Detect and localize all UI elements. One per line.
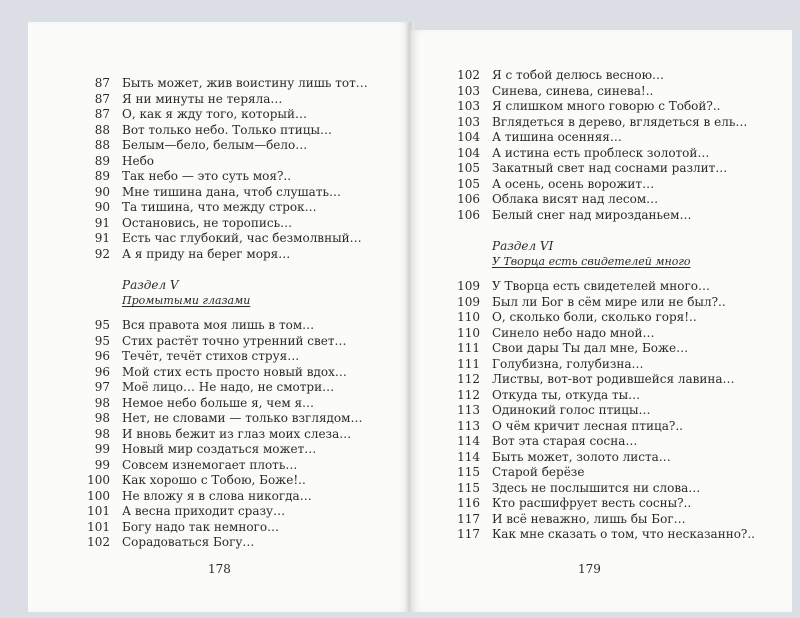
page-number: 178 xyxy=(208,562,231,576)
toc-page-number: 115 xyxy=(457,465,480,479)
toc-entry xyxy=(80,458,368,474)
toc-entry xyxy=(80,365,368,381)
toc-poem-title: Закатный свет над соснами разлит… xyxy=(492,161,728,175)
toc-poem-title: Моё лицо… Не надо, не смотри… xyxy=(122,380,335,394)
toc-page-number: 89 xyxy=(94,169,110,183)
toc-entry xyxy=(80,396,368,412)
toc-poem-title: Кто расшифрует весть сосны?.. xyxy=(492,496,692,510)
toc-poem-title: Вглядеться в дерево, вглядеться в ель… xyxy=(492,114,748,129)
toc-entry xyxy=(80,380,368,396)
toc-poem-title: А весна приходит сразу… xyxy=(122,504,286,518)
toc-page-number: 113 xyxy=(457,418,480,433)
toc-entry xyxy=(80,427,368,443)
toc-page-number: 87 xyxy=(94,91,110,106)
toc-page-number: 98 xyxy=(94,426,110,441)
toc-entry xyxy=(80,318,368,334)
toc-entry xyxy=(450,372,755,388)
right-page xyxy=(410,30,792,612)
toc-entry xyxy=(80,169,368,185)
toc-entry xyxy=(450,512,755,528)
section-subtitle: Промытыми глазами xyxy=(122,294,251,307)
toc-poem-title: Откуда ты, откуда ты… xyxy=(492,387,641,402)
toc-poem-title: Листвы, вот-вот родившейся лавина… xyxy=(492,372,735,386)
toc-entry xyxy=(450,434,755,450)
toc-page-number: 91 xyxy=(94,231,110,245)
page-number: 179 xyxy=(578,562,601,576)
toc-page-number: 113 xyxy=(457,403,480,417)
toc-poem-title: Быть может, золото листа… xyxy=(492,449,671,464)
section-subtitle: У Творца есть свидетелей много xyxy=(492,255,691,268)
toc-poem-title: Мне тишина дана, чтоб слушать… xyxy=(122,184,342,199)
toc-entry xyxy=(450,146,755,162)
toc-poem-title: Остановись, не торопись… xyxy=(122,215,293,230)
toc-page-number: 96 xyxy=(94,364,110,379)
toc-poem-title: Я с тобой делюсь весною… xyxy=(492,68,665,82)
toc-poem-title: Быть может, жив воистину лишь тот… xyxy=(122,76,368,90)
toc-entry xyxy=(450,68,755,84)
toc-entry xyxy=(80,231,368,247)
toc-page-number: 92 xyxy=(94,246,110,261)
toc-poem-title: Есть час глубокий, час безмолвный… xyxy=(122,231,362,245)
toc-page-number: 101 xyxy=(87,519,110,534)
toc-page-number: 103 xyxy=(457,83,480,98)
toc-page-number: 98 xyxy=(94,395,110,410)
toc-page-number: 114 xyxy=(457,449,480,464)
toc-page-number: 117 xyxy=(457,527,480,541)
left-toc-group-1 xyxy=(80,76,368,262)
toc-page-number: 99 xyxy=(94,442,110,456)
toc-entry xyxy=(80,107,368,123)
toc-poem-title: И вновь бежит из глаз моих слеза… xyxy=(122,426,352,441)
toc-page-number: 109 xyxy=(457,294,480,309)
toc-poem-title: Белым—бело, белым—бело… xyxy=(122,138,308,152)
toc-entry xyxy=(80,200,368,216)
toc-page-number: 99 xyxy=(94,457,110,472)
toc-page-number: 87 xyxy=(94,76,110,90)
toc-poem-title: Не вложу я в слова никогда… xyxy=(122,488,312,503)
toc-page-number: 112 xyxy=(457,372,480,386)
toc-page-number: 101 xyxy=(87,504,110,518)
toc-page-number: 103 xyxy=(457,114,480,129)
section-heading: Раздел VI xyxy=(492,239,554,253)
toc-page-number: 90 xyxy=(94,200,110,214)
toc-page-number: 117 xyxy=(457,511,480,526)
toc-poem-title: Небо xyxy=(122,153,155,168)
toc-entry xyxy=(450,357,755,373)
toc-entry xyxy=(80,138,368,154)
toc-entry xyxy=(80,92,368,108)
toc-page-number: 88 xyxy=(94,122,110,137)
toc-page-number: 96 xyxy=(94,349,110,363)
toc-entry xyxy=(80,76,368,92)
toc-entry xyxy=(80,411,368,427)
toc-poem-title: А я приду на берег моря… xyxy=(122,246,291,261)
toc-poem-title: Был ли Бог в сём мире или не был?.. xyxy=(492,294,726,309)
toc-page-number: 91 xyxy=(94,215,110,230)
toc-poem-title: Вот эта старая сосна… xyxy=(492,434,638,448)
right-toc-group-2 xyxy=(450,279,755,543)
toc-page-number: 104 xyxy=(457,145,480,160)
toc-page-number: 116 xyxy=(457,496,480,510)
toc-page-number: 104 xyxy=(457,130,480,144)
toc-page-number: 106 xyxy=(457,192,480,206)
section-vi xyxy=(450,239,755,269)
toc-entry xyxy=(450,192,755,208)
toc-page-number: 100 xyxy=(87,488,110,503)
toc-page-number: 111 xyxy=(457,356,480,371)
toc-entry xyxy=(450,130,755,146)
toc-poem-title: У Творца есть свидетелей много… xyxy=(492,279,710,293)
toc-entry xyxy=(450,496,755,512)
toc-entry xyxy=(450,177,755,193)
toc-entry xyxy=(450,450,755,466)
right-toc xyxy=(450,68,755,543)
toc-poem-title: Сорадоваться Богу… xyxy=(122,535,255,549)
toc-entry xyxy=(80,216,368,232)
toc-entry xyxy=(450,465,755,481)
toc-entry xyxy=(450,84,755,100)
toc-poem-title: Я слишком много говорю с Тобой?.. xyxy=(492,99,721,113)
right-toc-group-1 xyxy=(450,68,755,223)
toc-poem-title: Так небо — это суть моя?.. xyxy=(122,169,292,183)
toc-page-number: 106 xyxy=(457,207,480,222)
toc-poem-title: Стих растёт точно утренний свет… xyxy=(122,333,347,348)
toc-entry xyxy=(80,473,368,489)
toc-entry xyxy=(450,161,755,177)
toc-poem-title: Немое небо больше я, чем я… xyxy=(122,395,315,410)
toc-poem-title: О, как я жду того, который… xyxy=(122,107,307,121)
toc-entry xyxy=(80,535,368,551)
toc-entry xyxy=(450,115,755,131)
toc-entry xyxy=(450,388,755,404)
toc-poem-title: И всё неважно, лишь бы Бог… xyxy=(492,511,686,526)
section-v xyxy=(80,278,368,308)
toc-poem-title: Я ни минуты не теряла… xyxy=(122,91,283,106)
toc-poem-title: Вся правота моя лишь в том… xyxy=(122,318,315,332)
toc-page-number: 89 xyxy=(94,153,110,168)
toc-page-number: 95 xyxy=(94,333,110,348)
toc-poem-title: Мой стих есть просто новый вдох… xyxy=(122,364,347,379)
toc-page-number: 112 xyxy=(457,387,480,402)
toc-entry xyxy=(80,123,368,139)
toc-page-number: 103 xyxy=(457,99,480,113)
toc-poem-title: Течёт, течёт стихов струя… xyxy=(122,349,300,363)
toc-page-number: 95 xyxy=(94,318,110,332)
toc-poem-title: А истина есть проблеск золотой… xyxy=(492,145,710,160)
toc-poem-title: Богу надо так немного… xyxy=(122,519,280,534)
toc-poem-title: Синело небо надо мной… xyxy=(492,325,655,340)
toc-page-number: 105 xyxy=(457,161,480,175)
toc-poem-title: Как хорошо с Тобою, Боже!.. xyxy=(122,473,306,487)
toc-poem-title: О чём кричит лесная птица?.. xyxy=(492,418,683,433)
toc-entry xyxy=(450,326,755,342)
toc-page-number: 110 xyxy=(457,310,480,324)
toc-entry xyxy=(450,403,755,419)
toc-poem-title: Нет, не словами — только взглядом… xyxy=(122,411,363,425)
toc-poem-title: Голубизна, голубизна… xyxy=(492,356,644,371)
toc-entry xyxy=(450,481,755,497)
toc-entry xyxy=(450,419,755,435)
toc-page-number: 109 xyxy=(457,279,480,293)
toc-entry xyxy=(450,208,755,224)
toc-entry xyxy=(80,185,368,201)
toc-page-number: 102 xyxy=(87,535,110,549)
toc-entry xyxy=(80,349,368,365)
toc-page-number: 97 xyxy=(94,380,110,394)
toc-poem-title: Здесь не послышится ни слова… xyxy=(492,480,701,495)
toc-page-number: 111 xyxy=(457,341,480,355)
toc-entry xyxy=(80,154,368,170)
toc-poem-title: Вот только небо. Только птицы… xyxy=(122,122,333,137)
toc-entry xyxy=(80,442,368,458)
toc-entry xyxy=(450,341,755,357)
toc-entry xyxy=(450,99,755,115)
toc-page-number: 87 xyxy=(94,107,110,121)
toc-poem-title: Одинокий голос птицы… xyxy=(492,403,651,417)
toc-entry xyxy=(450,527,755,543)
toc-entry xyxy=(450,310,755,326)
left-toc-group-2 xyxy=(80,318,368,551)
section-heading: Раздел V xyxy=(122,278,179,292)
toc-poem-title: А тишина осенняя… xyxy=(492,130,622,144)
toc-page-number: 98 xyxy=(94,411,110,425)
toc-entry xyxy=(80,520,368,536)
toc-poem-title: А осень, осень ворожит… xyxy=(492,176,655,191)
toc-entry xyxy=(80,334,368,350)
toc-entry xyxy=(80,489,368,505)
toc-poem-title: Новый мир создаться может… xyxy=(122,442,317,456)
toc-entry xyxy=(450,295,755,311)
toc-entry xyxy=(80,504,368,520)
toc-poem-title: Совсем изнемогает плоть… xyxy=(122,457,298,472)
toc-poem-title: Свои дары Ты дал мне, Боже… xyxy=(492,341,689,355)
left-toc xyxy=(80,76,368,551)
toc-entry xyxy=(80,247,368,263)
toc-page-number: 114 xyxy=(457,434,480,448)
toc-poem-title: Синева, синева, синева!.. xyxy=(492,83,654,98)
toc-page-number: 100 xyxy=(87,473,110,487)
left-page xyxy=(28,22,410,612)
toc-page-number: 90 xyxy=(94,184,110,199)
toc-page-number: 88 xyxy=(94,138,110,152)
toc-page-number: 115 xyxy=(457,480,480,495)
toc-poem-title: Облака висят над лесом… xyxy=(492,192,659,206)
toc-poem-title: Старой берёзе xyxy=(492,465,585,479)
toc-page-number: 102 xyxy=(457,68,480,82)
toc-poem-title: Та тишина, что между строк… xyxy=(122,200,317,214)
toc-entry xyxy=(450,279,755,295)
toc-poem-title: Как мне сказать о том, что несказанно?.. xyxy=(492,527,755,541)
toc-page-number: 110 xyxy=(457,325,480,340)
toc-poem-title: О, сколько боли, сколько горя!.. xyxy=(492,310,697,324)
toc-poem-title: Белый снег над мирозданьем… xyxy=(492,207,692,222)
toc-page-number: 105 xyxy=(457,176,480,191)
